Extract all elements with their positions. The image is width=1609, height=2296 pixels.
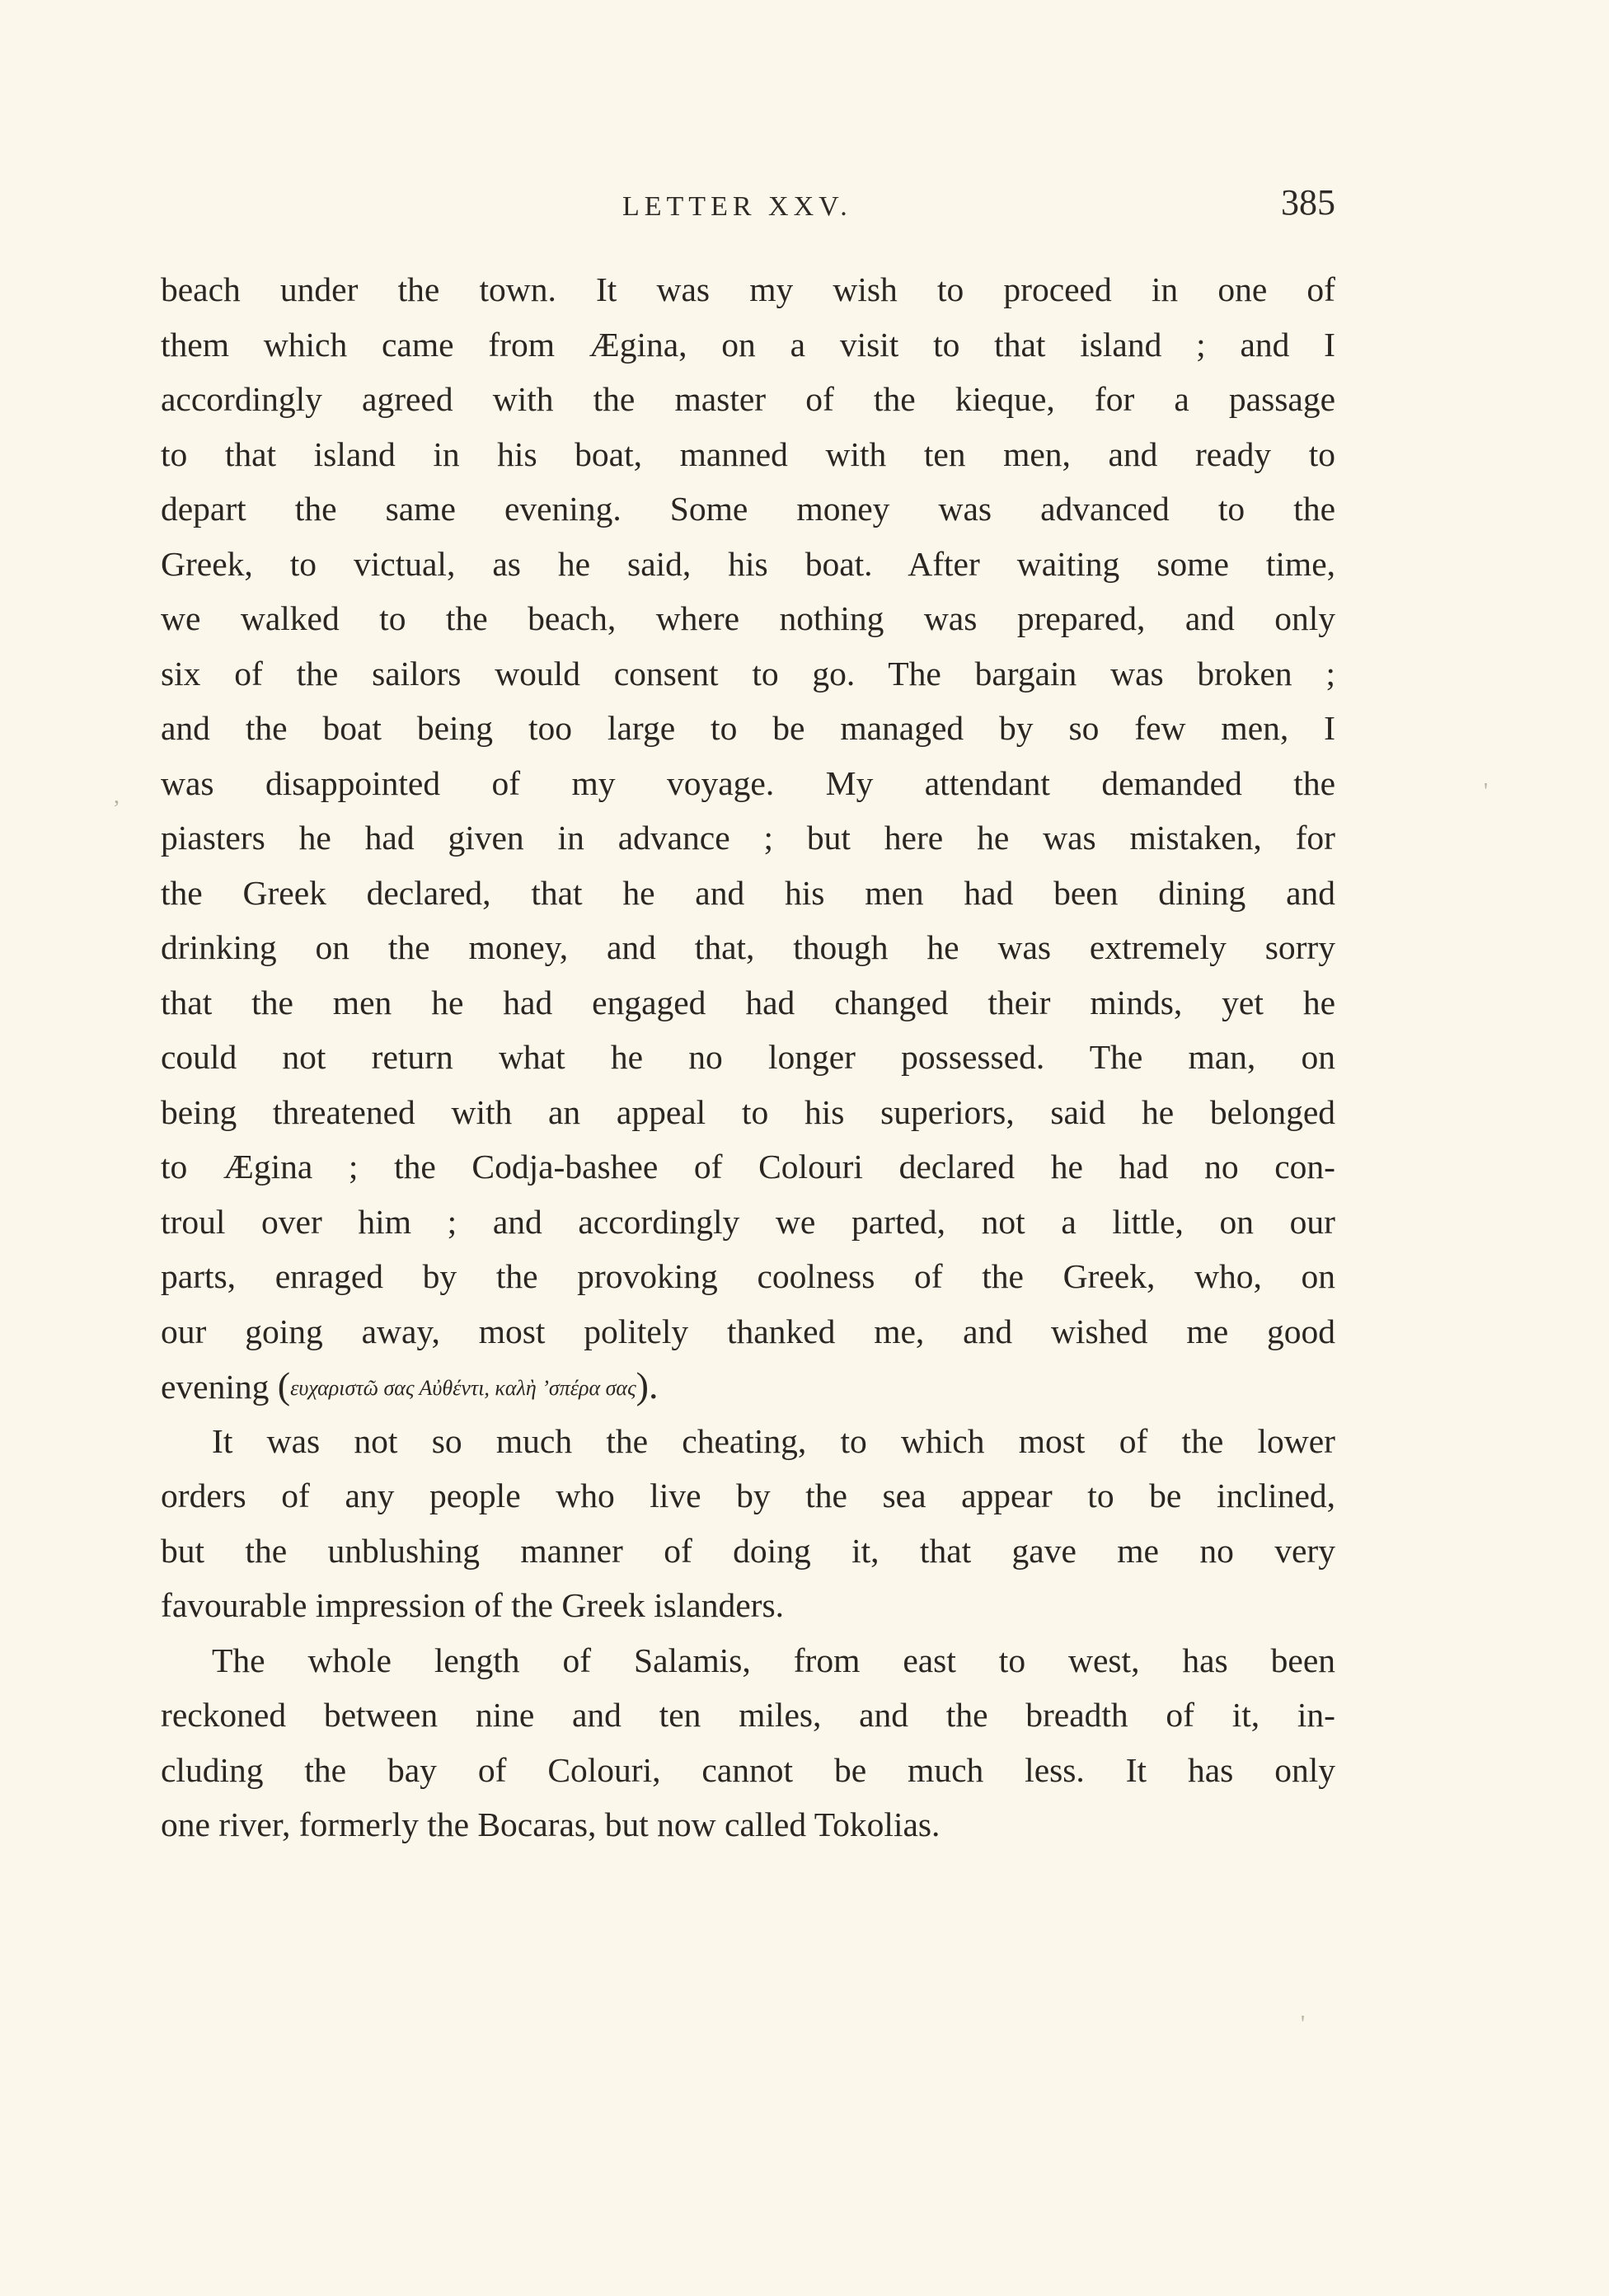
text-line: and the boat being too large to be managed by so few men, I — [161, 709, 1335, 747]
text-line: the Greek declared, that he and his men had been dining and — [161, 873, 1335, 912]
greek-close-paren: ). — [636, 1364, 659, 1406]
stray-mark: , — [114, 783, 120, 809]
text-line-with-greek — [161, 1359, 1335, 1414]
text-line: beach under the town. It was my wish to proceed in one of — [161, 270, 1335, 308]
paragraph-1 — [161, 262, 1335, 1414]
text-line: Greek, to victual, as he said, his boat. After waiting some time, — [161, 544, 1335, 583]
stray-mark: ' — [1484, 779, 1489, 805]
paragraph-3 — [161, 1633, 1335, 1852]
text-line: accordingly agreed with the master of the kieque, for a passage — [161, 380, 1335, 418]
stray-mark: ' — [1301, 2012, 1306, 2037]
text-line: reckoned between nine and ten miles, and the breadth of it, in- — [161, 1696, 1335, 1734]
text-line: piasters he had given in advance ; but here he was mistaken, for — [161, 819, 1335, 857]
text-line: to Ægina ; the Codja-bashee of Colouri declared he had no con- — [161, 1148, 1335, 1186]
paragraph-2 — [161, 1414, 1335, 1633]
greek-quotation: ευχαριστῶ σας Αὐθέντι, καλὴ ’σπέρα σας — [290, 1376, 636, 1400]
line-prefix: evening — [161, 1368, 270, 1406]
text-line: one river, formerly the Bocaras, but now called Tokolias. — [161, 1805, 941, 1843]
text-line: could not return what he no longer possessed. The man, on — [161, 1038, 1335, 1076]
text-line: troul over him ; and accordingly we parted, not a little, on our — [161, 1202, 1335, 1241]
body-text — [161, 262, 1335, 1852]
text-line: was disappointed of my voyage. My attendant demanded the — [161, 763, 1335, 802]
text-line: The whole length of Salamis, from east to west, has been — [212, 1641, 1335, 1679]
text-line: It was not so much the cheating, to which most of the lower — [212, 1421, 1335, 1460]
greek-open-paren: ( — [277, 1364, 291, 1406]
text-line: them which came from Ægina, on a visit to that island ; and I — [161, 325, 1335, 364]
text-line: cluding the bay of Colouri, cannot be much less. It has only — [161, 1750, 1335, 1789]
text-line: parts, enraged by the provoking coolness of the Greek, who, on — [161, 1257, 1335, 1295]
page-header — [161, 181, 1335, 231]
running-head: LETTER XXV. — [622, 191, 852, 222]
text-line: orders of any people who live by the sea appear to be inclined, — [161, 1477, 1335, 1514]
page-number: 385 — [1281, 182, 1335, 223]
text-line: to that island in his boat, manned with ten men, and ready to — [161, 434, 1335, 473]
text-line: drinking on the money, and that, though he was extremely sorry — [161, 928, 1335, 966]
text-line: favourable impression of the Greek islanders. — [161, 1586, 784, 1624]
text-line: but the unblushing manner of doing it, that gave me no very — [161, 1531, 1335, 1570]
text-line: depart the same evening. Some money was advanced to the — [161, 490, 1335, 528]
text-line: being threatened with an appeal to his superiors, said he belonged — [161, 1092, 1335, 1131]
text-line: that the men he had engaged had changed their minds, yet he — [161, 983, 1335, 1021]
text-line: we walked to the beach, where nothing was prepared, and only — [161, 599, 1335, 637]
text-line: six of the sailors would consent to go. The bargain was broken ; — [161, 654, 1335, 693]
text-line: our going away, most politely thanked me, and wished me good — [161, 1312, 1335, 1350]
